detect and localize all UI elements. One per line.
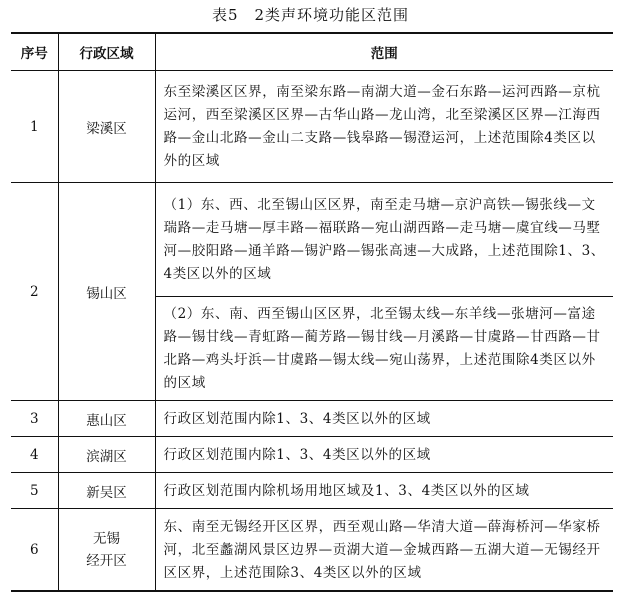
row-district: 新吴区 [58, 473, 155, 509]
row-index: 5 [11, 473, 58, 509]
row-district: 无锡 经开区 [58, 509, 155, 592]
row-index: 3 [11, 401, 58, 437]
row-index: 4 [11, 437, 58, 473]
row-scope: （2）东、南、西至锡山区区界，北至锡太线—东羊线—张塘河—富途路—锡甘线—青虹路—蔺芳路—锡甘线—月溪路—甘虞路—甘西路—甘北路—鸡头圩浜—甘虞路—锡太线—宛山荡界，上述范围除4类区以外的区域 [155, 297, 613, 401]
row-scope: 东至梁溪区区界，南至梁东路—南湖大道—金石东路—运河西路—京杭运河，西至梁溪区区界—古华山路—龙山湾，北至梁溪区区界—江海西路—金山北路—金山二支路—钱皋路—锡澄运河，上述范围除4类区以外的区域 [155, 71, 613, 183]
row-scope: 行政区划范围内除机场用地区域及1、3、4类区以外的区域 [155, 473, 613, 509]
table-header-row [11, 33, 613, 71]
row-scope: 行政区划范围内除1、3、4类区以外的区域 [155, 437, 613, 473]
header-district: 行政区域 [58, 33, 155, 71]
row-scope: 东、南至无锡经开区区界，西至观山路—华清大道—薛海桥河—华家桥河，北至蠡湖风景区边界—贡湖大道—金城西路—五湖大道—无锡经开区区界，上述范围除3、4类区以外的区域 [155, 509, 613, 592]
table-row [11, 71, 613, 183]
row-index: 6 [11, 509, 58, 592]
row-scope: 行政区划范围内除1、3、4类区以外的区域 [155, 401, 613, 437]
table-row [11, 473, 613, 509]
row-index: 1 [11, 71, 58, 183]
row-index: 2 [11, 183, 58, 401]
table-row [11, 401, 613, 437]
header-index: 序号 [11, 33, 58, 71]
table-title: 表5 2类声环境功能区范围 [211, 6, 410, 24]
table-row [11, 509, 613, 592]
row-district: 惠山区 [58, 401, 155, 437]
row-district: 锡山区 [58, 183, 155, 401]
row-scope: （1）东、西、北至锡山区区界，南至走马塘—京沪高铁—锡张线—文瑞路—走马塘—厚丰路—福联路—宛山湖西路—走马塘—虞宜线—马墅河—胶阳路—通羊路—锡沪路—锡张高速—大成路，上述范围除1、3、4类区以外的区域 [155, 183, 613, 297]
noise-zone-table [11, 32, 613, 592]
table-row [11, 183, 613, 297]
row-district: 滨湖区 [58, 437, 155, 473]
row-district: 梁溪区 [58, 71, 155, 183]
table-row [11, 437, 613, 473]
header-scope: 范围 [155, 33, 613, 71]
